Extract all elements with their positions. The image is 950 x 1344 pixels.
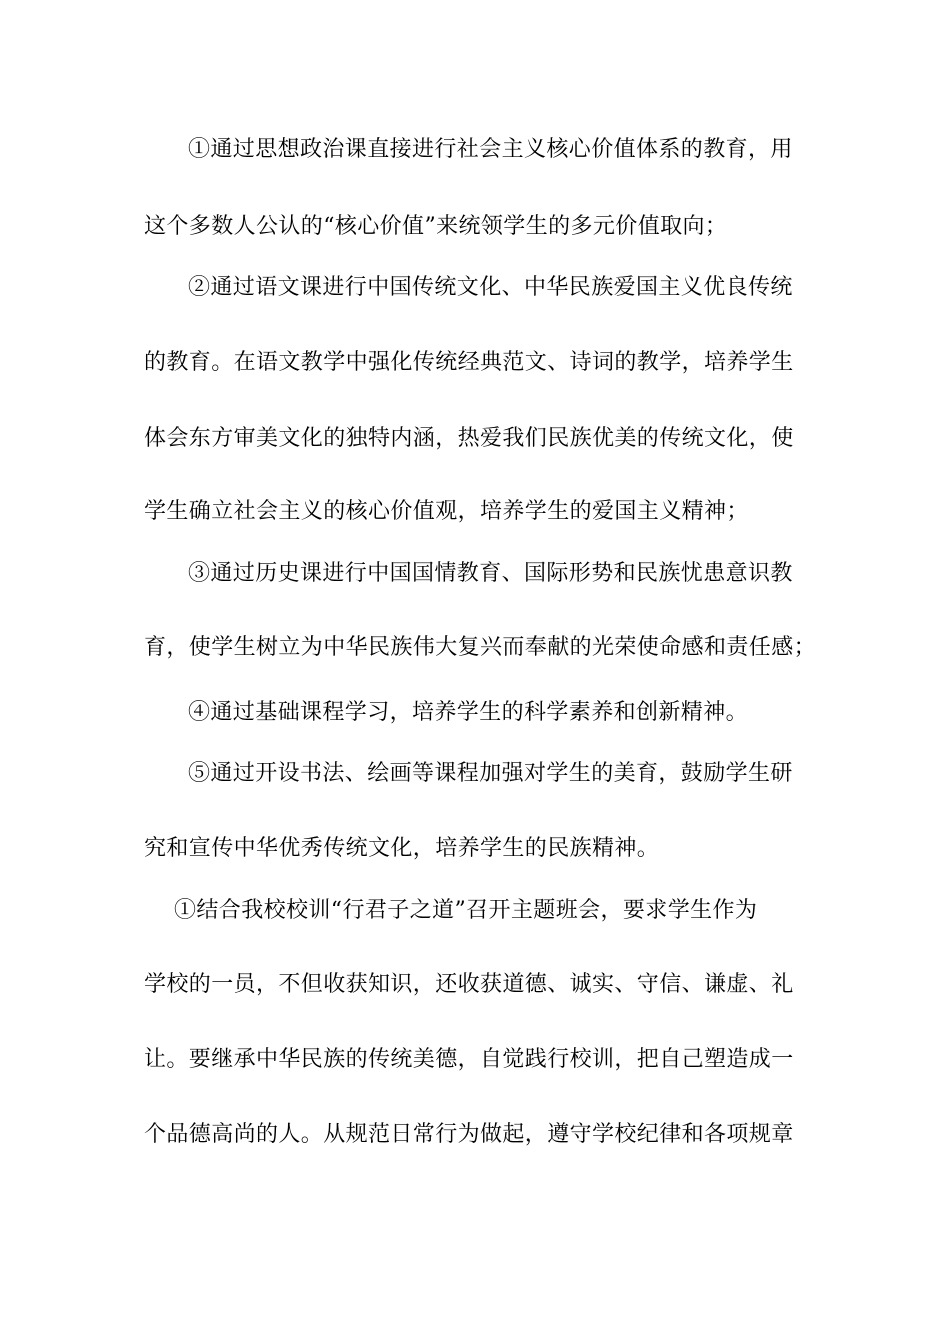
text-line: ②通过语文课进行中国传统文化、中华民族爱国主义优良传统 — [188, 275, 793, 300]
text-line: 的教育。在语文教学中强化传统经典范文、诗词的教学，培养学生 — [144, 350, 794, 375]
text-line: ①结合我校校训“行君子之道”召开主题班会，要求学生作为 — [174, 898, 758, 923]
text-line: 体会东方审美文化的独特内涵，热爱我们民族优美的传统文化，使 — [144, 426, 794, 451]
text-line: ⑤通过开设书法、绘画等课程加强对学生的美育，鼓励学生研 — [188, 761, 793, 786]
text-line: 究和宣传中华优秀传统文化，培养学生的民族精神。 — [144, 836, 660, 861]
text-line: 这个多数人公认的“核心价值”来统领学生的多元价值取向； — [144, 214, 728, 239]
text-line: 个品德高尚的人。从规范日常行为做起，遵守学校纪律和各项规章 — [144, 1122, 794, 1147]
text-line: 育，使学生树立为中华民族伟大复兴而奉献的光荣使命感和责任感； — [144, 635, 817, 660]
text-line: 学校的一员，不但收获知识，还收获道德、诚实、守信、谦虚、礼 — [144, 972, 794, 997]
text-line: 学生确立社会主义的核心价值观，培养学生的爱国主义精神； — [144, 499, 749, 524]
text-line: ④通过基础课程学习，培养学生的科学素养和创新精神。 — [188, 700, 749, 725]
text-line: ③通过历史课进行中国国情教育、国际形势和民族忧患意识教 — [188, 561, 793, 586]
text-line: 让。要继承中华民族的传统美德，自觉践行校训，把自己塑造成一 — [144, 1047, 794, 1072]
text-line: ①通过思想政治课直接进行社会主义核心价值体系的教育，用 — [188, 137, 793, 162]
